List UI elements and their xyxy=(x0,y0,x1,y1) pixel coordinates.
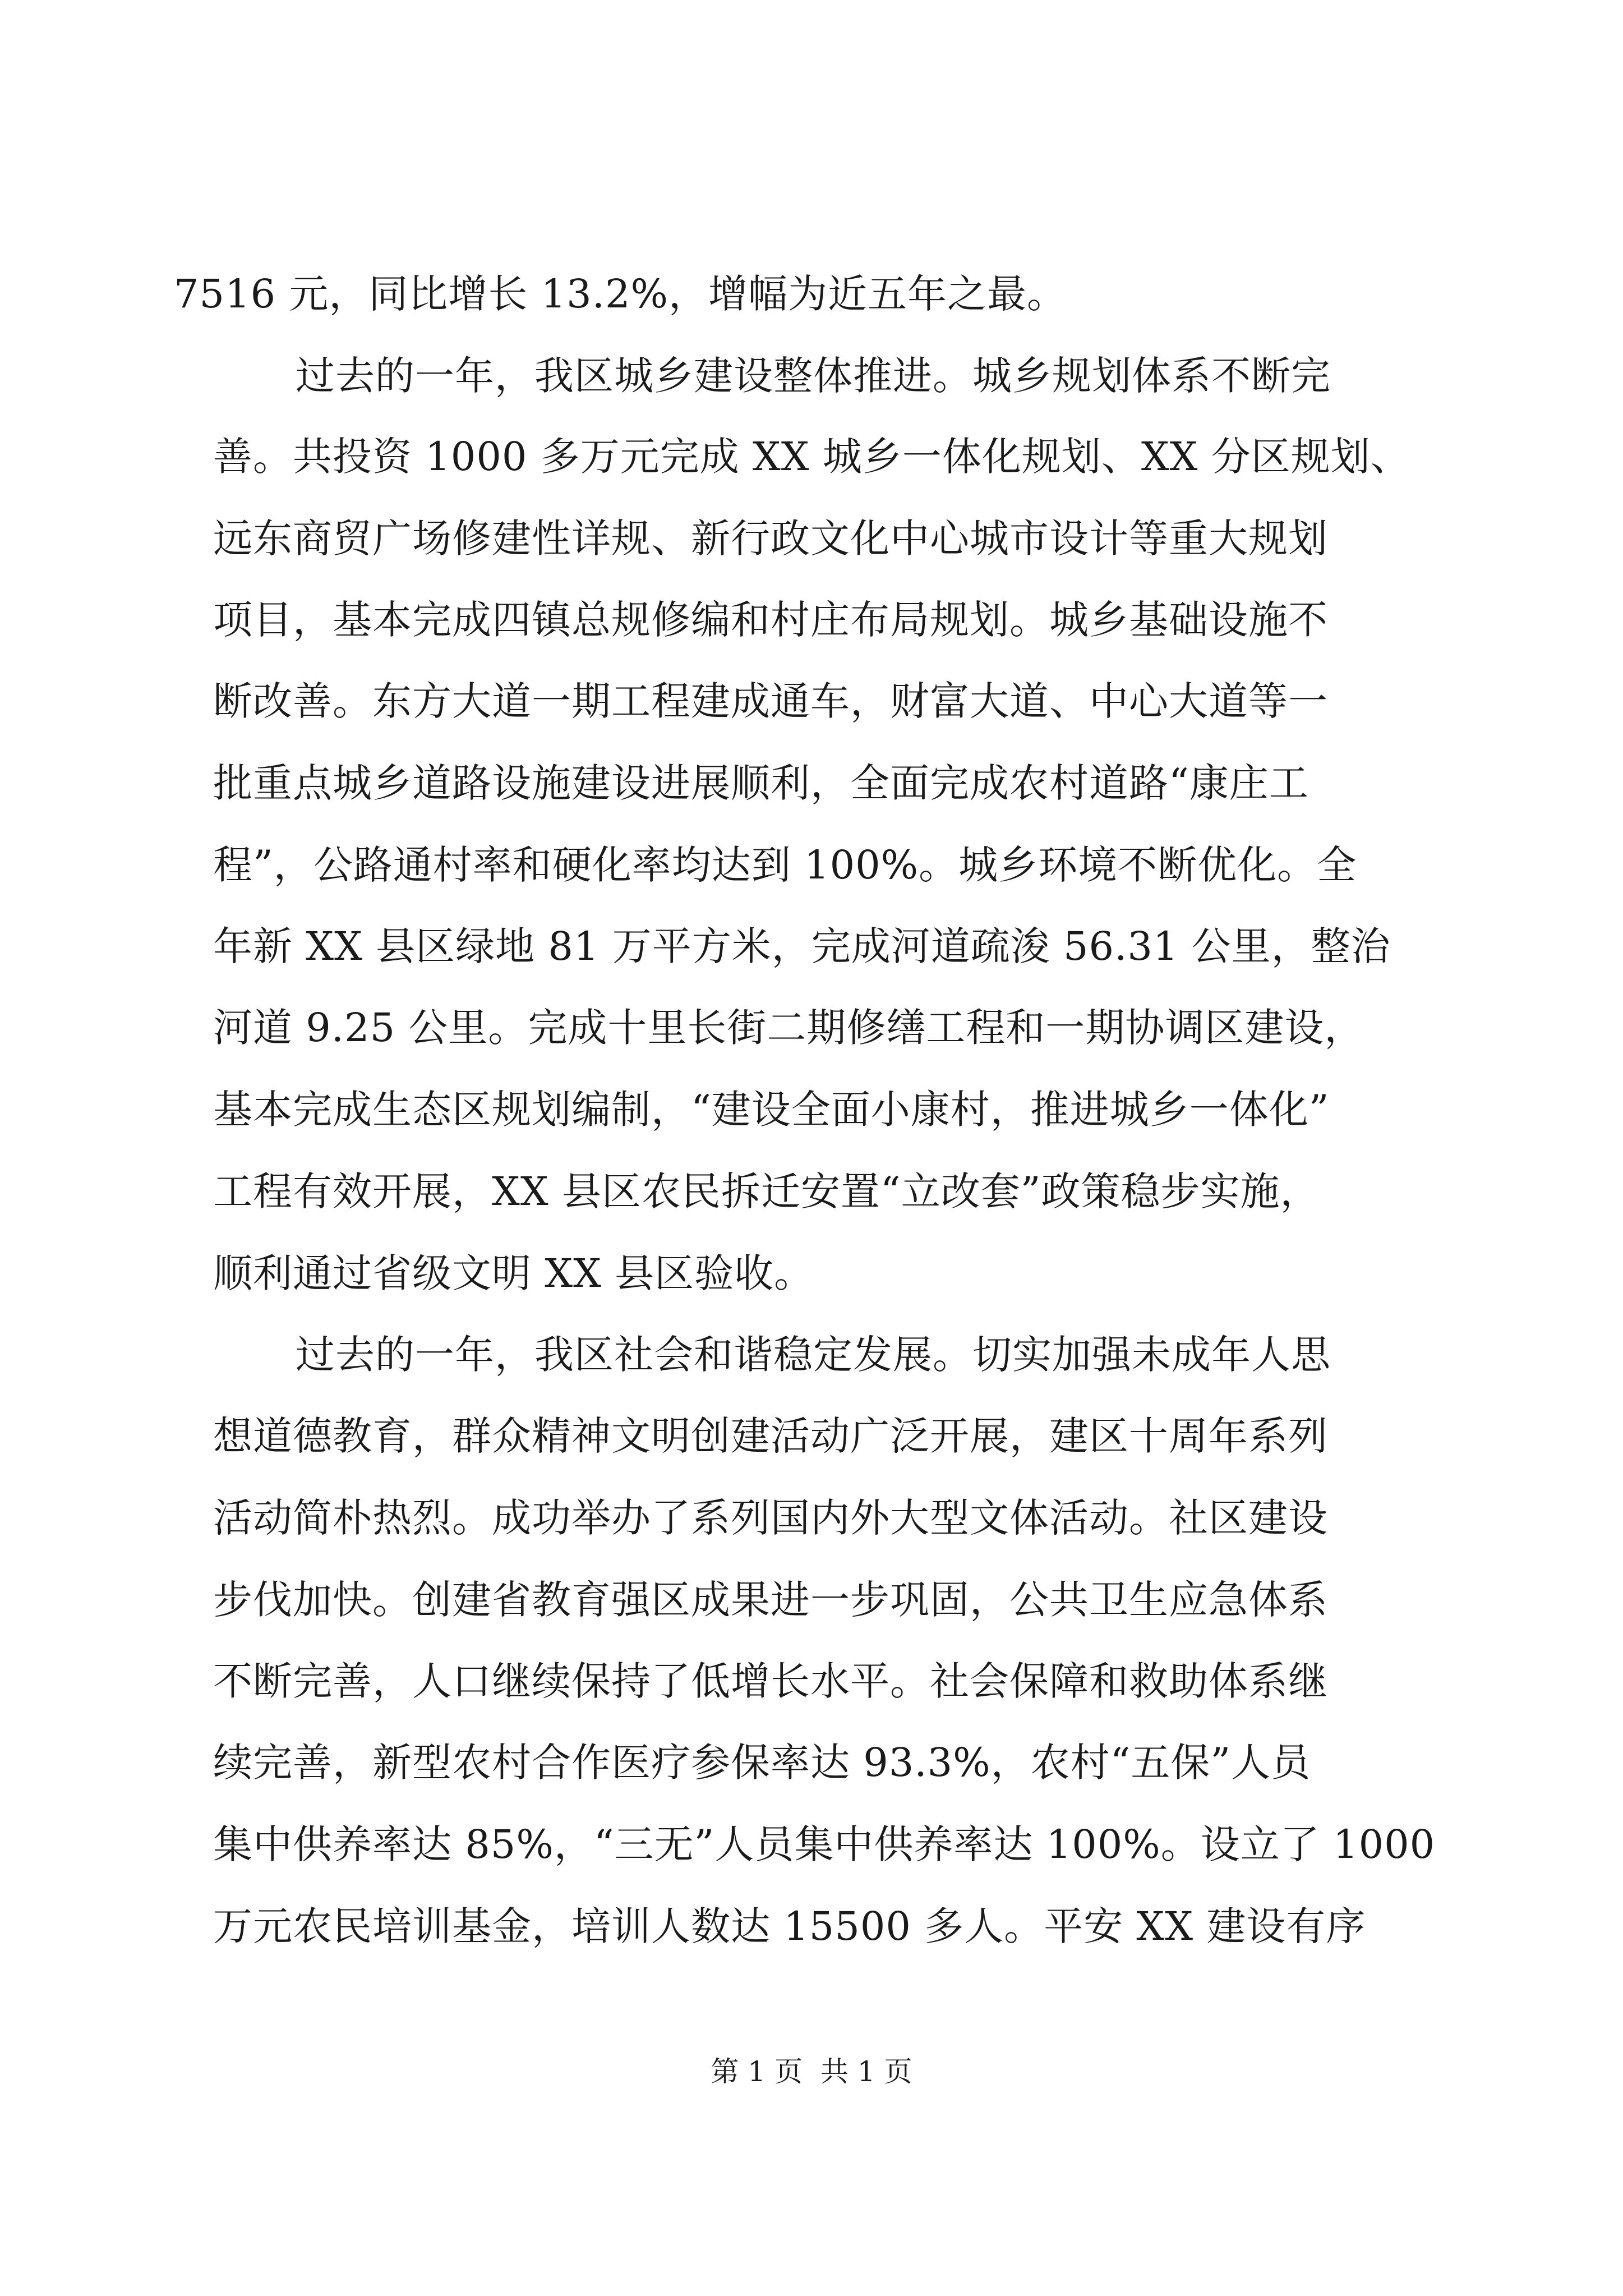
text-line: 想道德教育，群众精神文明创建活动广泛开展，建区十周年系列 xyxy=(213,1413,1328,1459)
text-line: 续完善，新型农村合作医疗参保率达 93.3%，农村“五保”人员 xyxy=(213,1740,1311,1786)
text-line: 断改善。东方大道一期工程建成通车，财富大道、中心大道等一 xyxy=(213,678,1328,724)
text-line: 集中供养率达 85%，“三无”人员集中供养率达 100%。设立了 1000 xyxy=(213,1821,1436,1867)
text-line: 远东商贸广场修建性详规、新行政文化中心城市设计等重大规划 xyxy=(213,516,1328,562)
text-line: 河道 9.25 公里。完成十里长街二期修缮工程和一期协调区建设， xyxy=(213,1005,1364,1051)
text-line: 工程有效开展，XX 县区农民拆迁安置“立改套”政策稳步实施， xyxy=(213,1168,1320,1214)
text-line: 善。共投资 1000 多万元完成 XX 城乡一体化规划、XX 分区规划、 xyxy=(213,434,1410,480)
text-line: 基本完成生态区规划编制，“建设全面小康村，推进城乡一体化” xyxy=(213,1087,1330,1133)
text-line: 顺利通过省级文明 XX 县区验收。 xyxy=(213,1250,814,1296)
text-line: 步伐加快。创建省教育强区成果进一步巩固，公共卫生应急体系 xyxy=(213,1577,1328,1623)
text-line: 程”，公路通村率和硬化率均达到 100%。城乡环境不断优化。全 xyxy=(213,842,1357,888)
text-line: 年新 XX 县区绿地 81 万平方米，完成河道疏浚 56.31 公里，整治 xyxy=(213,923,1391,969)
page-number-footer: 第 1 页 共 1 页 xyxy=(711,2055,912,2088)
text-line: 过去的一年，我区社会和谐稳定发展。切实加强未成年人思 xyxy=(296,1332,1331,1378)
text-line: 7516 元，同比增长 13.2%，增幅为近五年之最。 xyxy=(174,271,1067,317)
text-line: 不断完善，人口继续保持了低增长水平。社会保障和救助体系继 xyxy=(213,1658,1328,1704)
text-line: 万元农民培训基金，培训人数达 15500 多人。平安 XX 建设有序 xyxy=(213,1903,1366,1949)
text-line: 项目，基本完成四镇总规修编和村庄布局规划。城乡基础设施不 xyxy=(213,597,1328,643)
text-line: 活动简朴热烈。成功举办了系列国内外大型文体活动。社区建设 xyxy=(213,1495,1328,1541)
text-line: 过去的一年，我区城乡建设整体推进。城乡规划体系不断完 xyxy=(296,353,1331,399)
text-line: 批重点城乡道路设施建设进展顺利，全面完成农村道路“康庄工 xyxy=(213,760,1309,806)
